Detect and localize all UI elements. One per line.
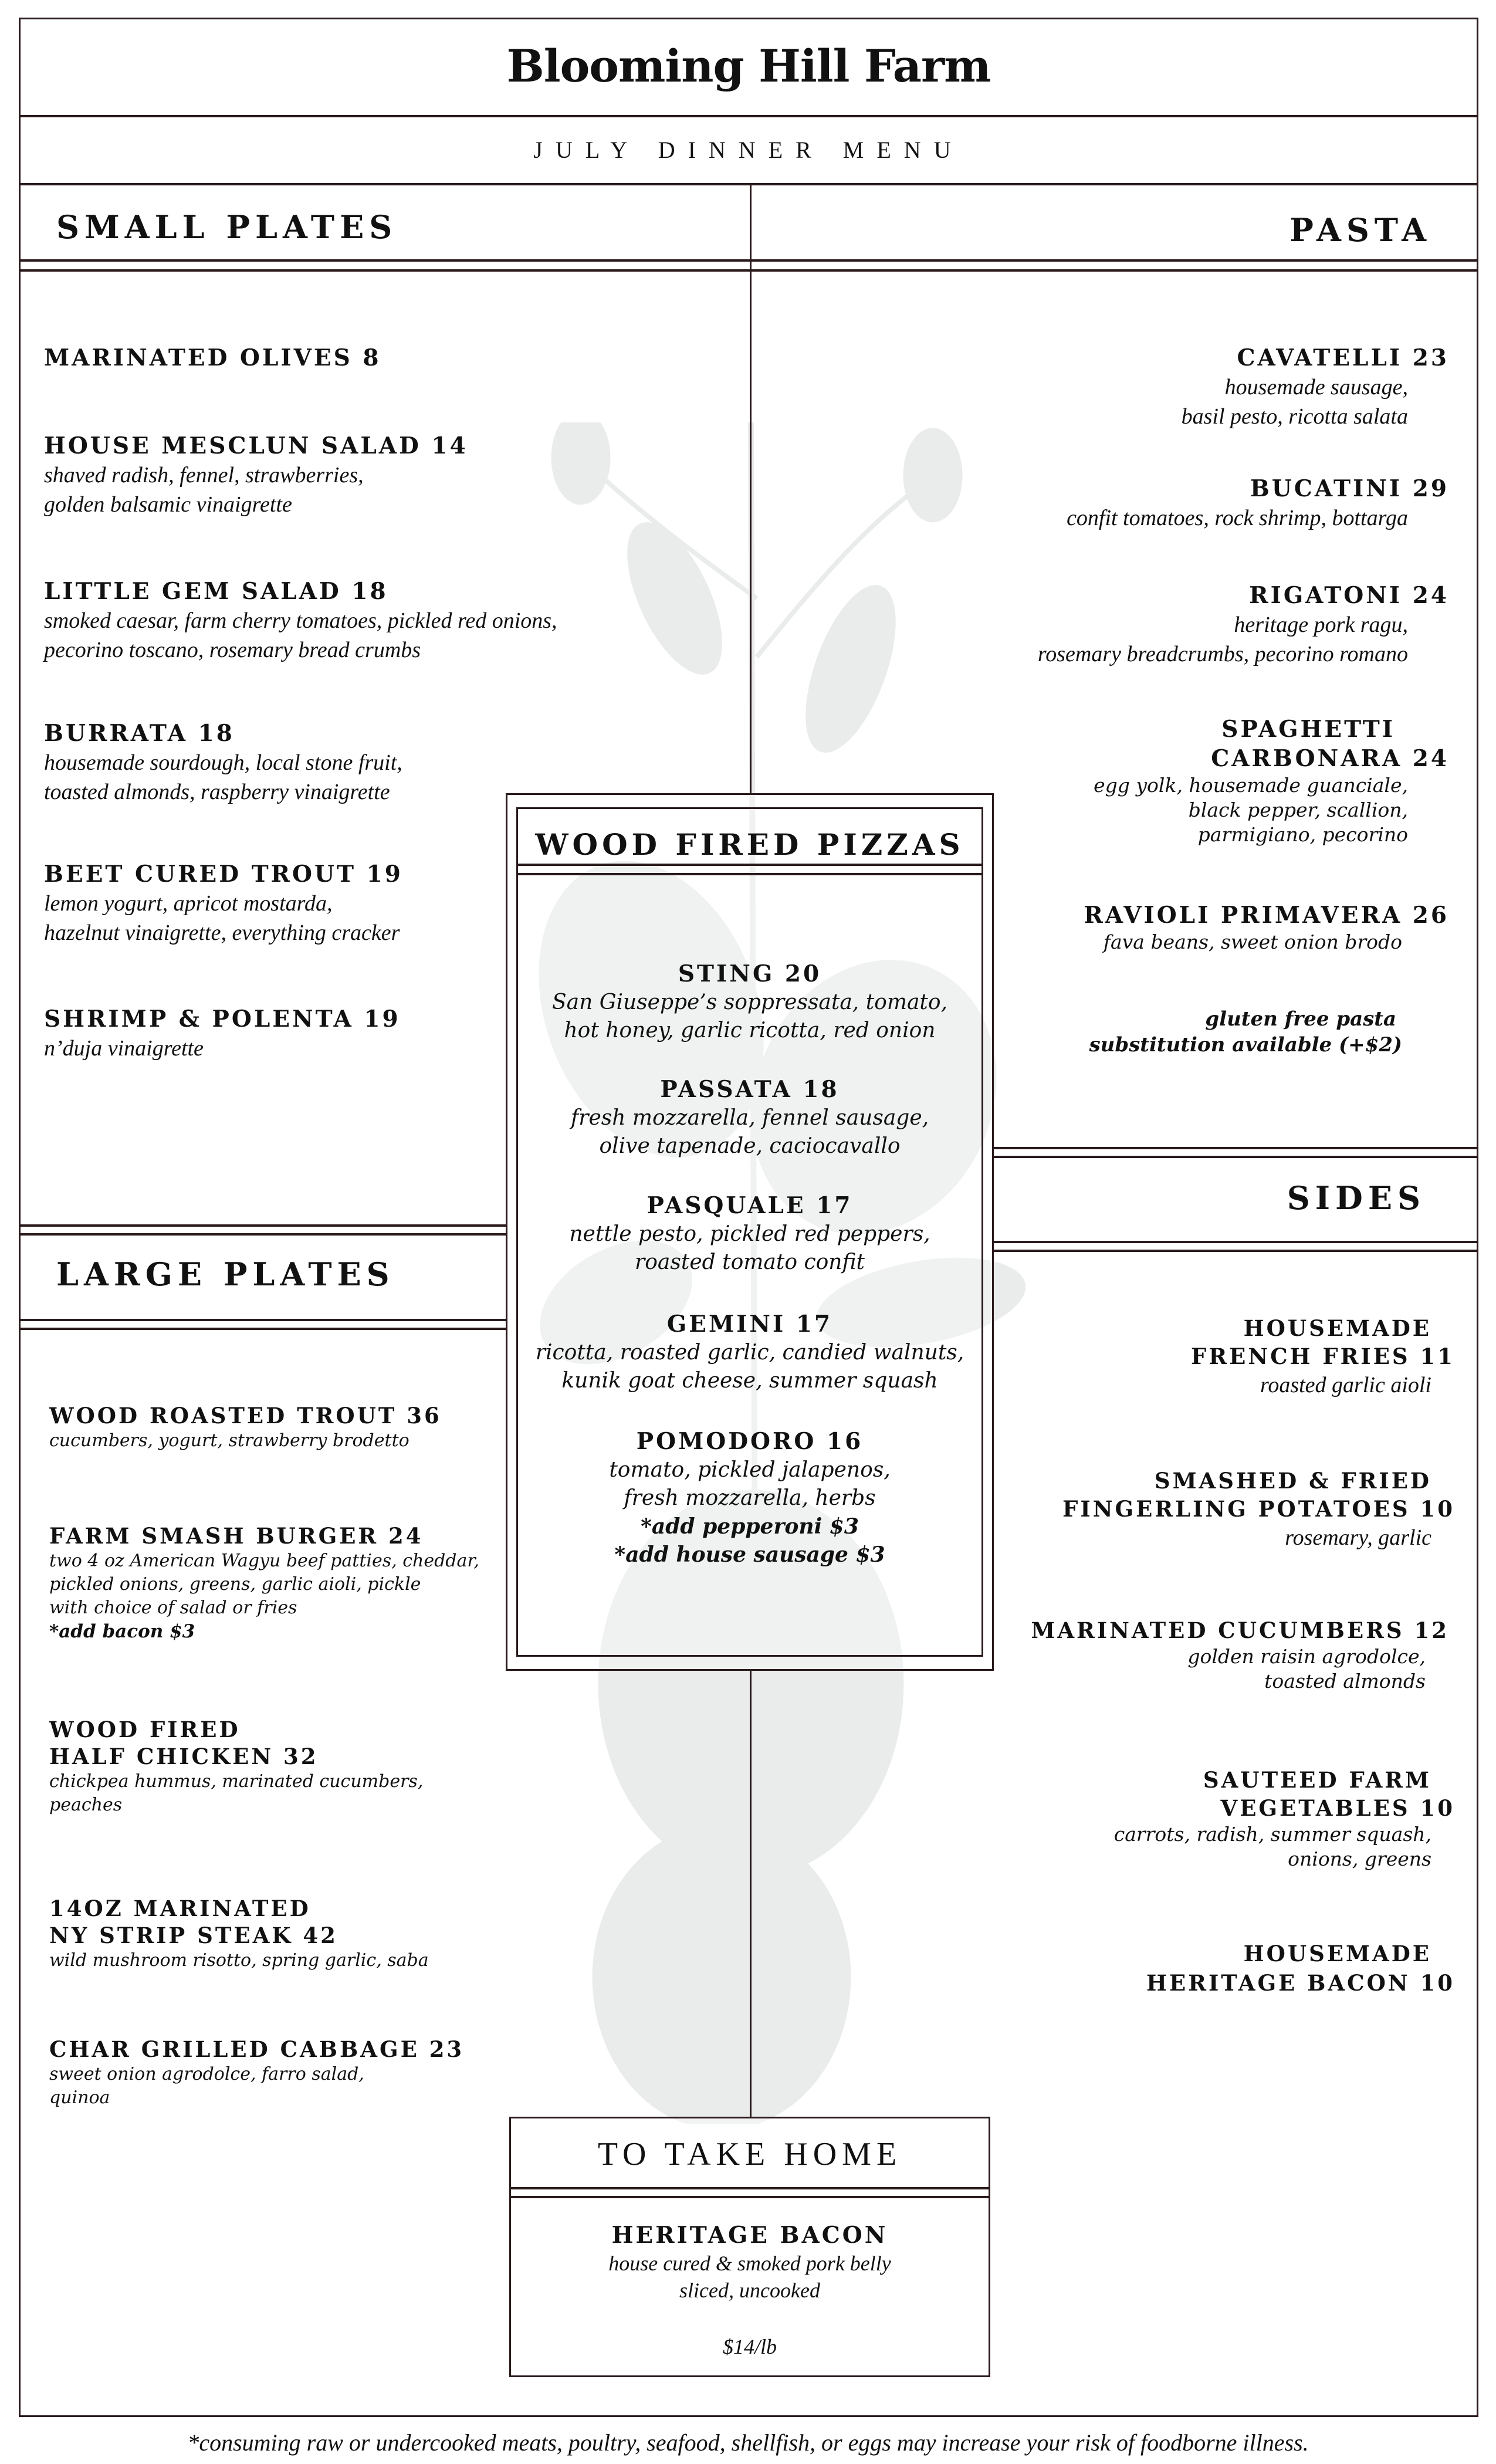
item-name: STING 20 xyxy=(678,960,822,987)
item-description: n’duja vinaigrette xyxy=(44,1036,204,1061)
divider xyxy=(994,1250,1478,1252)
item-name: FINGERLING POTATOES 10 xyxy=(1062,1496,1455,1522)
take-home-item xyxy=(509,2221,990,2304)
item-name: VEGETABLES 10 xyxy=(1220,1795,1455,1821)
menu-item xyxy=(44,431,719,519)
item-description: housemade sourdough, local stone fruit, xyxy=(44,750,402,775)
item-description: wild mushroom risotto, spring garlic, saba xyxy=(49,1950,429,1971)
menu-item xyxy=(44,577,719,665)
item-name: HERITAGE BACON xyxy=(611,2222,888,2249)
section-heading-small-plates: SMALL PLATES xyxy=(56,208,398,246)
item-name: SPAGHETTI xyxy=(1221,716,1395,743)
item-description: hazelnut vinaigrette, everything cracker xyxy=(44,920,400,945)
pizza-item xyxy=(516,1075,983,1160)
item-name: HERITAGE BACON 10 xyxy=(1146,1970,1455,1996)
item-description: roasted tomato confit xyxy=(635,1250,865,1274)
addon-note: *add pepperoni $3 xyxy=(641,1514,859,1539)
item-name: FRENCH FRIES 11 xyxy=(1191,1343,1455,1369)
menu-item xyxy=(44,1004,502,1063)
item-name: NY STRIP STEAK 42 xyxy=(49,1923,338,1948)
divider xyxy=(509,2187,990,2189)
item-description: onions, greens xyxy=(1288,1847,1431,1870)
menu-item xyxy=(44,859,502,947)
item-description: toasted almonds xyxy=(1264,1670,1426,1693)
item-description: sweet onion agrodolce, farro salad, xyxy=(49,2064,364,2084)
divider xyxy=(994,1156,1478,1158)
divider xyxy=(19,1233,506,1236)
item-description: black pepper, scallion, xyxy=(1188,798,1408,821)
item-description: peaches xyxy=(49,1795,123,1815)
divider xyxy=(19,259,1478,262)
menu-item xyxy=(49,1895,495,1972)
item-description: pickled onions, greens, garlic aioli, pickle xyxy=(49,1574,421,1595)
menu-item xyxy=(997,1616,1449,1694)
divider xyxy=(19,183,1478,185)
item-name: PASQUALE 17 xyxy=(647,1192,853,1219)
item-description: chickpea hummus, marinated cucumbers, xyxy=(49,1771,424,1792)
item-description: fresh mozzarella, fennel sausage, xyxy=(570,1106,929,1130)
item-name: BURRATA 18 xyxy=(44,720,235,747)
item-description: housemade sausage, xyxy=(1224,375,1408,400)
divider xyxy=(19,1319,506,1321)
pizza-item xyxy=(516,1191,983,1277)
item-name: CARBONARA 24 xyxy=(1211,745,1449,772)
menu-item xyxy=(49,1716,495,1817)
menu-item xyxy=(763,474,1449,533)
center-divider xyxy=(750,1670,752,2117)
menu-subtitle: JULY DINNER MENU xyxy=(533,137,964,163)
item-name: HALF CHICKEN 32 xyxy=(49,1744,319,1769)
item-name: POMODORO 16 xyxy=(636,1428,864,1455)
menu-item xyxy=(763,343,1449,431)
menu-item xyxy=(49,2036,507,2110)
section-heading-large-plates: LARGE PLATES xyxy=(56,1255,395,1293)
item-description: carrots, radish, summer squash, xyxy=(1113,1823,1431,1846)
item-name: GEMINI 17 xyxy=(666,1311,833,1338)
item-description: lemon yogurt, apricot mostarda, xyxy=(44,891,333,916)
divider xyxy=(516,864,983,866)
divider xyxy=(509,2196,990,2198)
item-description: fresh mozzarella, herbs xyxy=(624,1486,876,1510)
note-line: gluten free pasta xyxy=(1205,1007,1396,1031)
gluten-free-note xyxy=(997,1006,1402,1058)
item-name: RIGATONI 24 xyxy=(1249,582,1449,609)
addon-note: *add bacon $3 xyxy=(49,1621,195,1642)
pizza-item xyxy=(516,1427,983,1569)
item-description: heritage pork ragu, xyxy=(1234,612,1408,637)
item-name: SAUTEED FARM xyxy=(1203,1767,1431,1793)
item-name: SHRIMP & POLENTA 19 xyxy=(44,1006,401,1033)
item-name: CAVATELLI 23 xyxy=(1237,344,1449,371)
menu-item xyxy=(49,1402,495,1453)
menu-item xyxy=(763,581,1449,669)
pizza-item xyxy=(516,1309,983,1395)
menu-item xyxy=(997,1467,1455,1552)
item-description: two 4 oz American Wagyu beef patties, cheddar, xyxy=(49,1551,479,1571)
item-description: roasted garlic aioli xyxy=(1260,1373,1431,1397)
section-heading-sides: SIDES xyxy=(1287,1179,1426,1217)
item-description: egg yolk, housemade guanciale, xyxy=(1094,774,1408,797)
center-divider xyxy=(750,184,752,794)
section-heading-pizzas: WOOD FIRED PIZZAS xyxy=(535,827,964,862)
menu-item xyxy=(997,1314,1455,1400)
divider xyxy=(994,1241,1478,1243)
divider xyxy=(516,873,983,875)
item-description: golden raisin agrodolce, xyxy=(1187,1645,1426,1668)
item-description: smoked caesar, farm cherry tomatoes, pickled red onions, xyxy=(44,608,557,633)
note-line: substitution available (+$2) xyxy=(1089,1033,1402,1057)
restaurant-title: Blooming Hill Farm xyxy=(506,40,991,92)
item-name: RAVIOLI PRIMAVERA 26 xyxy=(1084,902,1449,929)
divider xyxy=(994,1147,1478,1149)
menu-item xyxy=(49,1522,507,1643)
item-name: HOUSE MESCLUN SALAD 14 xyxy=(44,432,468,459)
item-name: BEET CURED TROUT 19 xyxy=(44,861,403,888)
item-description: confit tomatoes, rock shrimp, bottarga xyxy=(1067,506,1408,530)
addon-note: *add house sausage $3 xyxy=(614,1542,885,1567)
item-description: golden balsamic vinaigrette xyxy=(44,492,292,517)
item-description: kunik goat cheese, summer squash xyxy=(561,1369,938,1393)
item-description: house cured & smoked pork belly xyxy=(608,2252,891,2275)
item-name: 14OZ MARINATED xyxy=(49,1896,311,1921)
pizza-item xyxy=(516,959,983,1045)
divider xyxy=(19,269,1478,272)
item-description: rosemary breadcrumbs, pecorino romano xyxy=(1037,642,1408,666)
item-name: LITTLE GEM SALAD 18 xyxy=(44,578,388,605)
item-description: rosemary, garlic xyxy=(1285,1525,1431,1550)
item-description: basil pesto, ricotta salata xyxy=(1181,404,1408,429)
item-name: MARINATED OLIVES 8 xyxy=(44,344,381,371)
item-description: quinoa xyxy=(49,2087,110,2108)
item-name: SMASHED & FRIED xyxy=(1154,1468,1431,1494)
item-name: CHAR GRILLED CABBAGE 23 xyxy=(49,2036,465,2062)
item-description: cucumbers, yogurt, strawberry brodetto xyxy=(49,1430,409,1451)
item-name: HOUSEMADE xyxy=(1243,1941,1431,1967)
item-description: fava beans, sweet onion brodo xyxy=(1103,930,1402,953)
item-description: with choice of salad or fries xyxy=(49,1597,297,1618)
item-name: BUCATINI 29 xyxy=(1250,475,1449,502)
item-name: HOUSEMADE xyxy=(1243,1315,1431,1341)
menu-item xyxy=(44,719,502,807)
item-description: shaved radish, fennel, strawberries, xyxy=(44,463,364,488)
section-heading-pasta: PASTA xyxy=(1289,211,1431,249)
item-name: PASSATA 18 xyxy=(660,1076,840,1103)
divider xyxy=(19,1224,506,1227)
divider xyxy=(19,1328,506,1330)
menu-item xyxy=(997,901,1449,955)
item-description: hot honey, garlic ricotta, red onion xyxy=(564,1018,936,1043)
item-name: MARINATED CUCUMBERS 12 xyxy=(1031,1617,1449,1643)
menu-item xyxy=(997,1939,1455,1998)
item-description: parmigiano, pecorino xyxy=(1197,823,1408,846)
item-name: WOOD FIRED xyxy=(49,1717,241,1742)
menu-item xyxy=(997,715,1449,847)
menu-item xyxy=(44,343,719,373)
item-description: nettle pesto, pickled red peppers, xyxy=(569,1222,930,1246)
item-description: pecorino toscano, rosemary bread crumbs xyxy=(44,638,421,662)
item-description: San Giuseppe’s soppressata, tomato, xyxy=(551,990,948,1014)
item-description: olive tapenade, caciocavallo xyxy=(599,1134,901,1158)
item-name: WOOD ROASTED TROUT 36 xyxy=(49,1403,442,1429)
item-description: sliced, uncooked xyxy=(679,2279,820,2302)
divider xyxy=(19,115,1478,117)
item-description: ricotta, roasted garlic, candied walnuts, xyxy=(535,1341,964,1365)
item-name: FARM SMASH BURGER 24 xyxy=(49,1523,424,1549)
take-home-price: $14/lb xyxy=(722,2335,777,2358)
item-description: tomato, pickled jalapenos, xyxy=(609,1458,891,1482)
menu-item xyxy=(997,1766,1455,1871)
section-heading-take-home: TO TAKE HOME xyxy=(597,2136,902,2172)
food-safety-disclaimer: *consuming raw or undercooked meats, poultry, seafood, shellfish, or eggs may increase your risk of foodborne illness. xyxy=(187,2429,1309,2456)
item-description: toasted almonds, raspberry vinaigrette xyxy=(44,780,390,804)
